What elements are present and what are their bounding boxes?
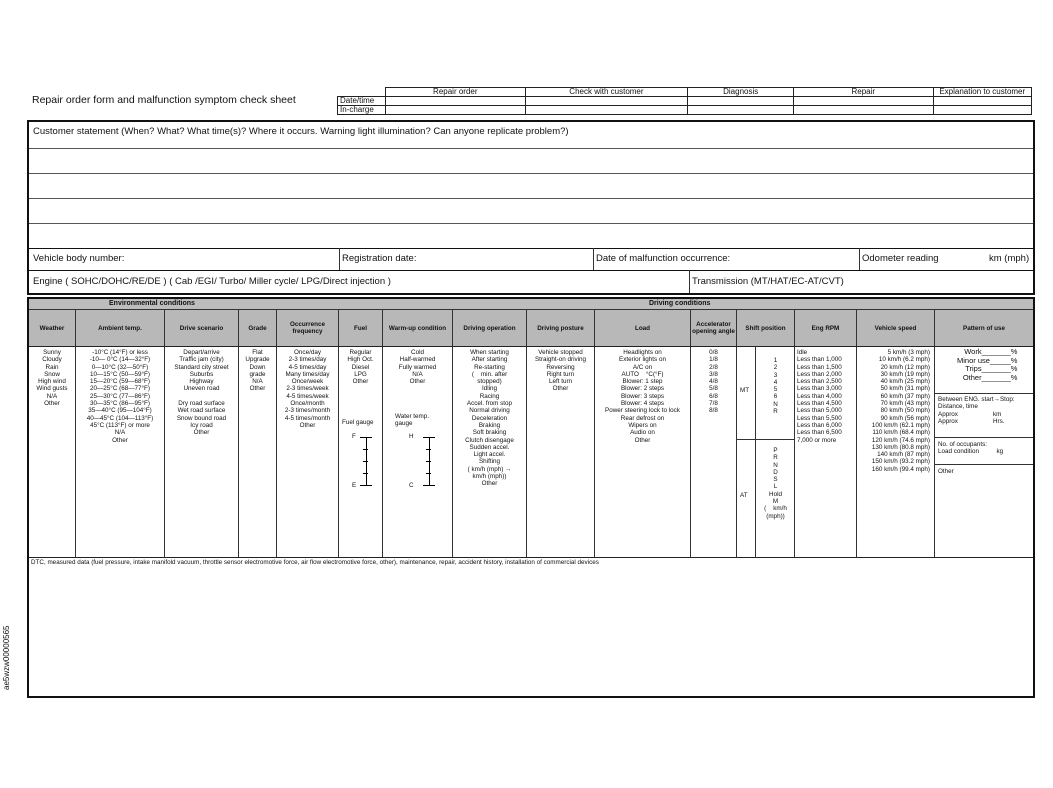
- status-row-datetime: Date/time: [338, 97, 386, 106]
- divider: [689, 270, 690, 293]
- status-col-check-customer: Check with customer: [525, 88, 688, 97]
- posture-options[interactable]: Vehicle stopped Straight-on driving Reversing Right turn Left turn Other: [527, 347, 595, 557]
- gauge-tick: [426, 461, 431, 462]
- dtc-notes-field[interactable]: DTC, measured data (fuel pressure, intake manifold vacuum, throttle sensor electromotive force, air flow electromotive force, other), maintenance, repair, accident history, installation of commercial devices: [31, 559, 599, 566]
- posture-header: Driving posture: [527, 310, 595, 346]
- environmental-conditions-label: Environmental conditions: [109, 300, 195, 307]
- transmission-field[interactable]: Transmission (MT/HAT/EC-AT/CVT): [692, 276, 844, 287]
- odometer-unit: km (mph): [989, 253, 1030, 264]
- divider: [29, 270, 1033, 271]
- status-cell[interactable]: [933, 97, 1031, 106]
- rpm-header: Eng RPM: [795, 310, 857, 346]
- scenario-header: Drive scenario: [165, 310, 239, 346]
- divider: [593, 248, 594, 270]
- divider: [29, 557, 1033, 558]
- gauge-tick: [423, 485, 435, 486]
- divider: [935, 437, 1033, 438]
- grade-options[interactable]: Flat Upgrade Down grade N/A Other: [239, 347, 277, 557]
- gauge-tick: [363, 473, 368, 474]
- shift-at-label: AT: [740, 492, 748, 499]
- status-col-repair: Repair: [794, 88, 933, 97]
- conditions-frame: [27, 297, 1035, 698]
- warmup-header: Warm-up condition: [383, 310, 453, 346]
- status-cell[interactable]: [794, 97, 933, 106]
- status-col-diagnosis: Diagnosis: [688, 88, 794, 97]
- status-cell[interactable]: [525, 106, 688, 115]
- gauge-tick: [363, 449, 368, 450]
- weather-options[interactable]: Sunny Cloudy Rain Snow High wind Wind gusts N/A Other: [29, 347, 76, 557]
- side-code: ae5wzw00000565: [2, 625, 11, 690]
- gauge-tick: [426, 473, 431, 474]
- malfunction-date-field[interactable]: Date of malfunction occurrence:: [596, 253, 731, 264]
- status-col-repair-order: Repair order: [386, 88, 525, 97]
- load-header: Load: [595, 310, 691, 346]
- pattern-header: Pattern of use: [935, 310, 1033, 346]
- status-cell[interactable]: [794, 106, 933, 115]
- status-cell[interactable]: [688, 97, 794, 106]
- divider: [339, 248, 340, 270]
- gauge-tick: [360, 485, 372, 486]
- temp-gauge-hot: H: [409, 433, 414, 440]
- ambient-header: Ambient temp.: [76, 310, 165, 346]
- speed-options[interactable]: 5 km/h (3 mph) 10 km/h (6.2 mph) 20 km/h (12 mph) 30 km/h (19 mph) 40 km/h (25 mph) 50 km/h (31 mph) 60 km/h (37 mph) 70 km/h (43 mph) 80 km/h (50 mph) 90 km/h (56 mph) 100 km/h (62.1 mph) 110 km/h (68.4 mph) 120 km/h (74.6 mph) 130 km/h (80.8 mph) 140 km/h (87 mph) 150 km/h (93.2 mph) 160 km/h (99.4 mph): [857, 347, 935, 557]
- conditions-title-bar: [29, 299, 1033, 310]
- page-title: Repair order form and malfunction symptom check sheet: [32, 94, 296, 106]
- gauge-tick: [423, 437, 435, 438]
- registration-date-field[interactable]: Registration date:: [342, 253, 417, 264]
- status-col-explanation: Explanation to customer: [933, 88, 1031, 97]
- gauge-tick: [363, 461, 368, 462]
- pattern-between[interactable]: Between ENG. start→Stop: Distance, time Approx km Approx Hrs.: [938, 396, 1015, 425]
- warmup-options[interactable]: Cold Half-warmed Fully warmed N/A Other: [383, 347, 453, 557]
- frequency-header: Occurrence frequency: [277, 310, 339, 346]
- shift-header: Shift position: [737, 310, 795, 346]
- fuel-header: Fuel: [339, 310, 383, 346]
- gauge-tick: [360, 437, 372, 438]
- shift-mt-options[interactable]: 1 2 3 4 5 6 N R: [773, 357, 778, 416]
- status-cell[interactable]: [933, 106, 1031, 115]
- divider: [935, 464, 1033, 465]
- scenario-options[interactable]: Depart/arrive Traffic jam (city) Standard city street Suburbs Highway Uneven road Dry road surface Wet road surface Snow bound road Icy road Other: [165, 347, 239, 557]
- fuel-gauge-full: F: [352, 433, 356, 440]
- temp-gauge-label: Water temp. gauge: [395, 413, 430, 428]
- weather-header: Weather: [29, 310, 76, 346]
- odometer-field[interactable]: Odometer reading: [862, 253, 939, 264]
- status-row-incharge: In-charge: [338, 106, 386, 115]
- gauge-tick: [426, 449, 431, 450]
- ambient-options[interactable]: -10°C (14°F) or less -10— 0°C (14—32°F) 0—10°C (32—50°F) 10—15°C (50—59°F) 15—20°C (59—68°F) 20—25°C (68—77°F) 25—30°C (77—86°F) 30—35°C (86—95°F) 35—40°C (95—104°F) 40—45°C (104—113°F) 45°C (113°F) or more N/A Other: [76, 347, 165, 557]
- divider: [737, 439, 795, 440]
- status-cell[interactable]: [688, 106, 794, 115]
- frequency-options[interactable]: Once/day 2-3 times/day 4-5 times/day Many times/day Once/week 2-3 times/week 4-5 times/week Once/month 2-3 times/month 4-5 times/month Other: [277, 347, 339, 557]
- divider: [29, 248, 1033, 249]
- status-cell[interactable]: [525, 97, 688, 106]
- pattern-other[interactable]: Other: [938, 468, 954, 475]
- customer-info-frame: [27, 120, 1035, 295]
- statement-line[interactable]: [29, 173, 1033, 174]
- temp-gauge-cold: C: [409, 482, 414, 489]
- status-grid: [337, 87, 1032, 115]
- customer-statement-label: Customer statement (When? What? What time(s)? Where it occurs. Warning light illumination? Can anyone replicate problem?): [33, 126, 569, 137]
- pattern-usage[interactable]: Work_______% Minor use_____% Trips_______% Other_______%: [957, 347, 1018, 382]
- accel-header: Accelerator opening angle: [691, 310, 737, 346]
- statement-line[interactable]: [29, 148, 1033, 149]
- shift-at-options[interactable]: P R N D S L Hold M ( km/h (mph)): [764, 447, 787, 520]
- status-cell[interactable]: [386, 106, 525, 115]
- vehicle-body-number-field[interactable]: Vehicle body number:: [33, 253, 125, 264]
- engine-field[interactable]: Engine ( SOHC/DOHC/RE/DE ) ( Cab /EGI/ Turbo/ Miller cycle/ LPG/Direct injection ): [33, 276, 391, 287]
- statement-line[interactable]: [29, 198, 1033, 199]
- grade-header: Grade: [239, 310, 277, 346]
- statement-line[interactable]: [29, 223, 1033, 224]
- fuel-options[interactable]: Regular High Oct. Diesel LPG Other: [339, 347, 383, 557]
- operation-options[interactable]: When starting After starting Re-starting ( min. after stopped) Idling Racing Accel. from stop Normal driving Deceleration Braking Soft braking Clutch disengage Sudden accel. Light accel. Shifting ( km/h (mph) → km/h (mph)) Other: [453, 347, 527, 557]
- divider: [859, 248, 860, 270]
- pattern-occupants[interactable]: No. of occupants: Load condition kg: [938, 441, 1004, 456]
- rpm-options[interactable]: Idle Less than 1,000 Less than 1,500 Less than 2,000 Less than 2,500 Less than 3,000 Less than 4,000 Less than 4,500 Less than 5,000 Less than 5,500 Less than 6,000 Less than 6,500 7,000 or more: [795, 347, 857, 557]
- shift-mt-label: MT: [740, 387, 750, 394]
- driving-conditions-label: Driving conditions: [649, 300, 711, 307]
- fuel-gauge-empty: E: [352, 482, 357, 489]
- operation-header: Driving operation: [453, 310, 527, 346]
- divider: [935, 393, 1033, 394]
- accel-options[interactable]: 0/8 1/8 2/8 3/8 4/8 5/8 6/8 7/8 8/8: [691, 347, 737, 557]
- load-options[interactable]: Headlights on Exterior lights on A/C on AUTO °C(°F) Blower: 1 step Blower: 2 steps Blower: 3 steps Blower: 4 steps Power steering lock to lock Rear defrost on Wipers on Audio on Other: [595, 347, 691, 557]
- status-cell[interactable]: [386, 97, 525, 106]
- fuel-gauge-label: Fuel gauge: [342, 419, 374, 426]
- speed-header: Vehicle speed: [857, 310, 935, 346]
